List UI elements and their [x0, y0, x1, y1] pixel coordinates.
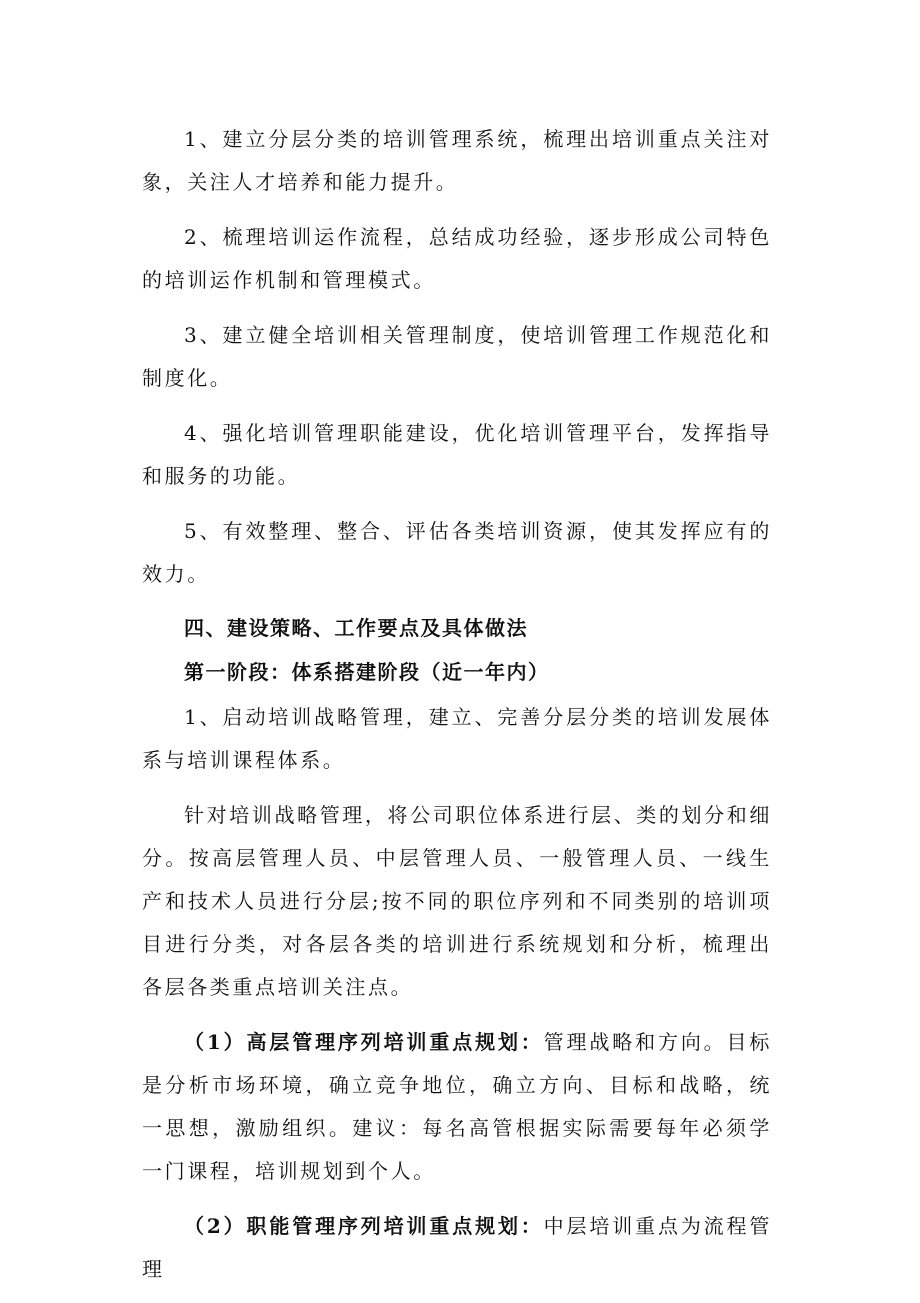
section-title: 四、建设策略、工作要点及具体做法: [184, 616, 528, 640]
goal-3: 3、建立健全培训相关管理制度，使培训管理工作规范化和制度化。: [142, 323, 772, 390]
step-1-detail: 针对培训战略管理，将公司职位体系进行层、类的划分和细分。按高层管理人员、中层管理人员、一般管理人员、一线生产和技术人员进行分层;按不同的职位序列和不同类别的培训项目进行分类，对各层各类的培训进行系统规划和分析，梳理出各层各类重点培训关注点。: [142, 803, 772, 999]
goal-5: 5、有效整理、整合、评估各类培训资源，使其发挥应有的效力。: [142, 519, 772, 586]
goal-2: 2、梳理培训运作流程，总结成功经验，逐步形成公司特色的培训运作机制和管理模式。: [142, 225, 772, 292]
document-page: [142, 118, 772, 1303]
plan-2-label: （2）职能管理序列培训重点规划：: [184, 1214, 544, 1238]
plan-1-paragraph: [142, 1021, 772, 1193]
plan-1-text: 管理战略和方向。目标是分析市场环境，确立竞争地位，确立方向、目标和战略，统一思想，激励组织。建议：每名高管根据实际需要每年必须学一门课程，培训规划到个人。: [142, 1030, 773, 1183]
goal-1: 1、建立分层分类的培训管理系统，梳理出培训重点关注对象，关注人才培养和能力提升。: [142, 127, 772, 194]
step-1: 1、启动培训战略管理，建立、完善分层分类的培训发展体系与培训课程体系。: [142, 705, 772, 772]
goal-4: 4、强化培训管理职能建设，优化培训管理平台，发挥指导和服务的功能。: [142, 421, 772, 488]
plan-2-text: 中层培训重点为流程管理: [142, 1214, 773, 1281]
plan-2-paragraph: [142, 1205, 772, 1291]
phase-title: 第一阶段：体系搭建阶段（近一年内）: [184, 660, 550, 684]
plan-1-label: （1）高层管理序列培训重点规划：: [184, 1030, 544, 1054]
